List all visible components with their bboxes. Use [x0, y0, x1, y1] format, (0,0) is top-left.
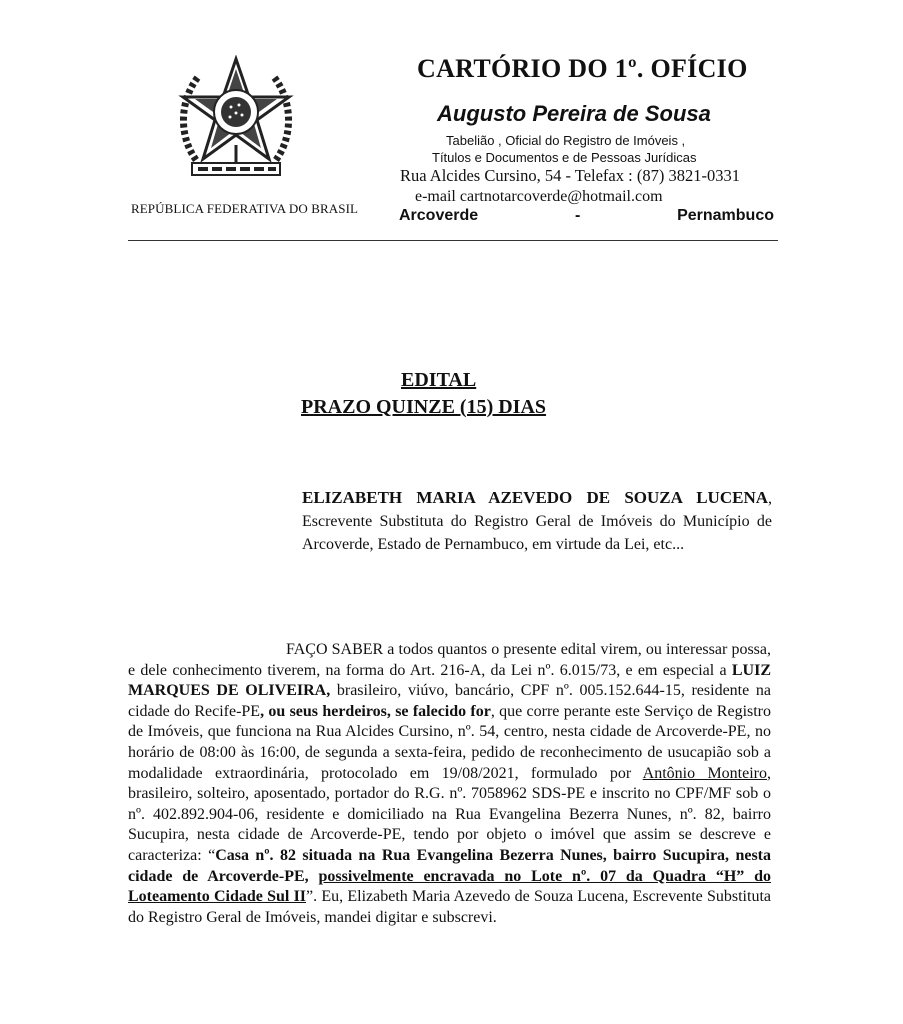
body-text-4: , brasileiro, solteiro, aposentado, portador do R.G. nº. 7058962 SDS-PE e inscrito no CPF/MF sob o nº. 402.892.904-06, residente e domiciliado na Rua Evangelina Bezerra Nunes, nº. 82, bairro Sucupira, nesta cidade de Arcoverde-PE, tendo por objeto o imóvel que assim se descreve e caracteriza: “ — [128, 764, 771, 864]
edict-deadline: PRAZO QUINZE (15) DIAS — [301, 396, 547, 418]
edict-title: EDITAL — [401, 369, 477, 391]
body-text-3: , que corre perante este Serviço de Registro de Imóveis, que funciona na Rua Alcides Cursino, nº. 54, centro, nesta cidade de Arcoverde-PE, no horário de 08:00 às 16:00, de segunda a sexta-feira, pedido de reconhecimento de usucapião sob a modalidade extraordinária, protocolado em 19/08/2021, formulado por — [128, 702, 772, 782]
notary-name: Augusto Pereira de Sousa — [437, 101, 711, 126]
city: Arcoverde — [399, 207, 479, 224]
heirs-clause: , ou seus herdeiros, se falecido for — [260, 702, 491, 720]
notary-role-line-1: Tabelião , Oficial do Registro de Imóveis , — [446, 133, 686, 148]
intro-paragraph — [302, 486, 772, 556]
notary-role-line-2: Títulos e Documentos e de Pessoas Jurídicas — [432, 150, 697, 165]
issuer-name: ELIZABETH MARIA AZEVEDO DE SOUZA LUCENA — [302, 488, 768, 507]
republic-label: REPÚBLICA FEDERATIVA DO BRASIL — [131, 201, 359, 216]
city-state-line — [399, 207, 774, 225]
body-text-1: FAÇO SABER a todos quantos o presente edital virem, ou interessar possa, e dele conhecimento tiverem, na forma do Art. 216-A, da Lei nº. 6.015/73, e em especial a — [128, 641, 771, 679]
body-text-5: ”. Eu, Elizabeth Maria Azevedo de Souza Lucena, Escrevente Substituta do Registro Geral de Imóveis, mandei digitar e subscrevi. — [128, 888, 771, 926]
city-separator: - — [574, 207, 581, 224]
state: Pernambuco — [677, 207, 774, 224]
issuer-description: , Escrevente Substituta do Registro Geral de Imóveis do Município de Arcoverde, Estado de Pernambuco, em virtude da Lei, etc... — [302, 490, 772, 553]
body-text-2: brasileiro, viúvo, bancário, CPF nº. 005.152.644-15, residente na cidade do Recife-PE — [128, 682, 771, 720]
edict-body — [128, 640, 771, 928]
coat-of-arms-icon — [176, 55, 296, 183]
property-description: Casa nº. 82 situada na Rua Evangelina Bezerra Nunes, bairro Sucupira, nesta cidade de Arcoverde-PE, — [128, 846, 771, 885]
office-address: Rua Alcides Cursino, 54 - Telefax : (87) 3821-0331 — [400, 166, 740, 185]
applicant-name: Antônio Monteiro — [642, 764, 767, 782]
property-lot-description: possivelmente encravada no Lote nº. 07 da Quadra “H” do Loteamento Cidade Sul II — [128, 867, 771, 906]
header-divider — [128, 240, 778, 241]
office-title: CARTÓRIO DO 1º. OFÍCIO — [417, 54, 748, 83]
interested-party-name: LUIZ MARQUES DE OLIVEIRA, — [128, 661, 771, 700]
office-email: e-mail cartnotarcoverde@hotmail.com — [415, 188, 663, 205]
